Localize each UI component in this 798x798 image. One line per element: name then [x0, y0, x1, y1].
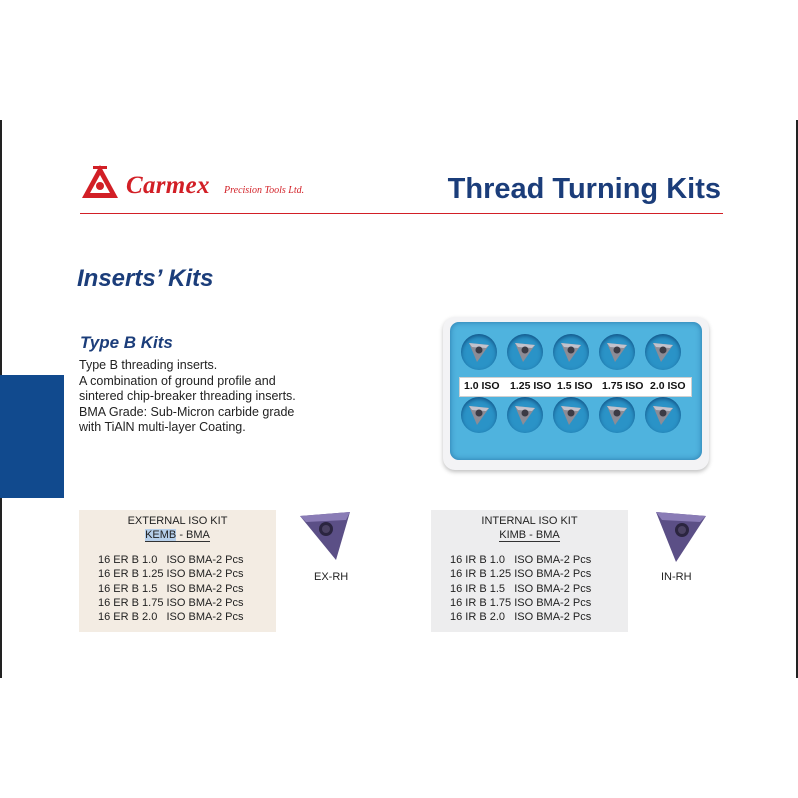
section-tab-marker — [0, 375, 64, 498]
case-label: 1.25 ISO — [510, 380, 552, 392]
list-item: 16 IR B 1.25 ISO BMA-2 Pcs — [450, 568, 592, 581]
list-item: 16 ER B 2.0 ISO BMA-2 Pcs — [98, 611, 244, 624]
insert-pocket — [645, 334, 681, 370]
insert-pocket — [461, 397, 497, 433]
case-label: 2.0 ISO — [650, 380, 686, 392]
external-kit-code-highlight: KEMB — [145, 529, 177, 541]
list-item: 16 ER B 1.5 ISO BMA-2 Pcs — [98, 582, 244, 595]
page-header — [80, 158, 723, 216]
insert-pocket — [645, 397, 681, 433]
list-item: 16 IR B 2.0 ISO BMA-2 Pcs — [450, 611, 592, 624]
description-line: with TiAlN multi-layer Coating. — [79, 420, 246, 435]
insert-pocket — [507, 397, 543, 433]
case-label: 1.0 ISO — [464, 380, 500, 392]
brand-name: Carmex — [126, 172, 210, 199]
external-kit-title: EXTERNAL ISO KIT — [127, 515, 228, 527]
external-insert-label: EX-RH — [314, 571, 349, 583]
list-item: 16 ER B 1.0 ISO BMA-2 Pcs — [98, 554, 244, 566]
section-title: Inserts’ Kits — [77, 265, 214, 292]
list-item: 16 ER B 1.25 ISO BMA-2 Pcs — [98, 568, 244, 581]
external-insert-icon — [296, 508, 356, 568]
internal-insert-icon — [650, 506, 710, 566]
insert-pocket — [461, 334, 497, 370]
case-label: 1.75 ISO — [602, 380, 644, 392]
threading-insert-icon — [650, 402, 676, 428]
threading-insert-icon — [650, 339, 676, 365]
list-item: 16 ER B 1.75 ISO BMA-2 Pcs — [98, 596, 244, 609]
description-line: BMA Grade: Sub-Micron carbide grade — [79, 404, 295, 419]
insert-pocket — [507, 334, 543, 370]
external-kit-grade: - BMA — [176, 529, 210, 541]
threading-insert-icon — [558, 339, 584, 365]
description-line: sintered chip-breaker threading inserts. — [79, 389, 296, 404]
threading-insert-icon — [466, 339, 492, 365]
list-item: 16 IR B 1.75 ISO BMA-2 Pcs — [450, 596, 592, 609]
internal-kit-title: INTERNAL ISO KIT — [481, 515, 578, 527]
case-label-strip — [459, 377, 692, 397]
threading-insert-icon — [558, 402, 584, 428]
page-title: Thread Turning Kits — [447, 173, 721, 205]
carmex-logo-icon — [80, 162, 120, 202]
insert-pocket — [553, 397, 589, 433]
subsection-title: Type B Kits — [80, 333, 173, 352]
description-line: A combination of ground profile and — [79, 373, 276, 388]
threading-insert-icon — [512, 339, 538, 365]
external-kit-box — [79, 510, 276, 632]
internal-insert-label: IN-RH — [661, 571, 692, 583]
external-kit-list — [98, 553, 244, 624]
brand-subtitle: Precision Tools Ltd. — [224, 185, 305, 196]
list-item: 16 IR B 1.0 ISO BMA-2 Pcs — [450, 554, 592, 566]
case-label: 1.5 ISO — [557, 380, 593, 392]
insert-pocket — [599, 397, 635, 433]
list-item: 16 IR B 1.5 ISO BMA-2 Pcs — [450, 582, 592, 595]
threading-insert-icon — [604, 339, 630, 365]
header-divider — [80, 213, 723, 214]
internal-kit-box — [431, 510, 628, 632]
description-text — [79, 358, 349, 436]
threading-insert-icon — [604, 402, 630, 428]
insert-pocket — [553, 334, 589, 370]
description-line: Type B threading inserts. — [79, 358, 218, 372]
internal-kit-code: KIMB - BMA — [499, 529, 560, 541]
threading-insert-icon — [466, 402, 492, 428]
external-kit-code — [79, 529, 276, 541]
threading-insert-icon — [512, 402, 538, 428]
internal-kit-list — [450, 553, 591, 624]
insert-pocket — [599, 334, 635, 370]
